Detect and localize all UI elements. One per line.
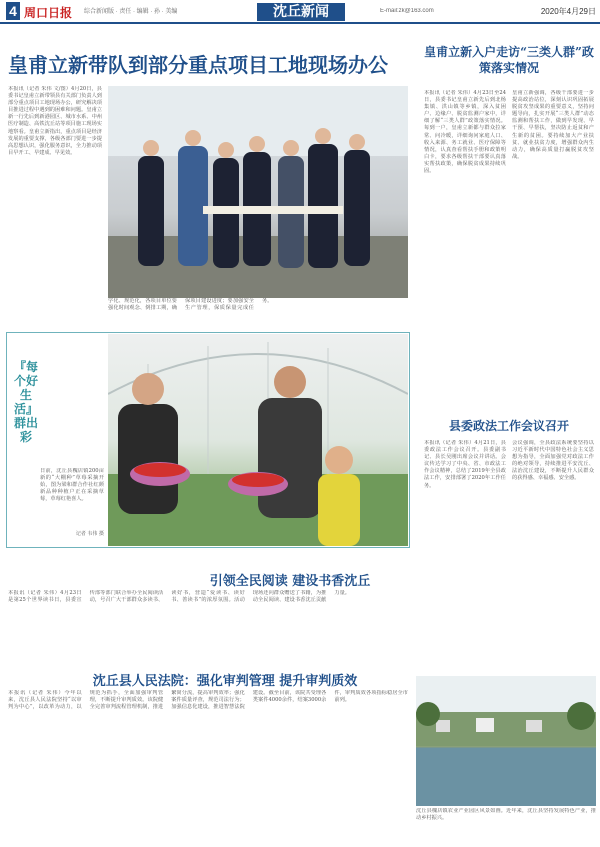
village-illustration [416, 676, 596, 806]
header-divider [0, 22, 600, 24]
section-title: 沈丘新闻 [257, 3, 345, 21]
article2-col-a: 本报讯（记者 朱伟）4月23日至24日，县委书记皇甫立新先后到北杨集镇、洪山镇等乡镇，深入贫困户、边缘户、脱贫监测户家中，详细了解“三类人群”政策落实情况。每到一户，皇甫立新都与群众拉家常、问冷暖，详细询问家庭人口、收入来源、务工就业、医疗保障等情况，认真查看帮扶手册和政策明白卡，要求各级帮扶干部要认真落实帮扶政策，确保脱贫成果持续巩固。 [424, 90, 506, 175]
article3-col-a: 本报讯（记者 朱伟）4月21日，县委政法工作会议召开。县委副书记、县长吴刚出席会议并讲话。会议传达学习了中央、省、市政法工作会议精神，总结了2019年全县政法工作，安排部署了2020年工作任务。 [424, 440, 506, 489]
page-number: 4 [6, 2, 20, 20]
header-email: E-mail:zk@163.com [380, 8, 434, 14]
article5-body: 本报讯（记者 朱伟）今年以来，沈丘县人民法院坚持“以审判为中心”，以改革为动力，以规范为抓手，全面加强审判管理，不断提升审判质效。该院健全完善审判流程管理机制，推进繁简分流，提高审判效率；强化案件质量评查，规范司法行为；加强信息化建设，推进智慧法院建设。截至目前，该院共受理各类案件4000余件，结案3000余件，审判质效各项指标稳居全市前列。 [8, 690, 408, 711]
village-photo [416, 676, 596, 806]
officials-illustration [108, 86, 408, 298]
article2-col-b: 皇甫立新强调，各级干部要进一步提高政治站位，深刻认识巩固拓展脱贫攻坚成果的重要意义，坚持问题导向，扎实开展“三类人群”动态监测和帮扶工作，做到早发现、早干预、早帮扶，坚决防止返贫和产生新的贫困。要持续加大产业扶贫、就业扶贫力度，增强群众内生动力，确保高质量打赢脱贫攻坚战。 [512, 90, 594, 160]
greenhouse-illustration [108, 334, 408, 546]
article1-body-bottom: 学化、规范化，各项目单位要强化时间观念、倒排工期，确保项目建设进度；要加强安全生产管理，保质保量完成任务。 [108, 298, 273, 312]
strawberry-photo [108, 334, 408, 546]
article3-col-b: 会议强调，全县政法系统要坚持以习近平新时代中国特色社会主义思想为指导，全面加强党对政法工作的绝对领导，持续推进平安沈丘、法治沈丘建设，不断提升人民群众的获得感、幸福感、安全感。 [512, 440, 594, 482]
article1-photo [108, 86, 408, 298]
newspaper-logo: 周口日报 [24, 6, 73, 20]
slogan-text: 『每个好生活』群出彩 [14, 360, 38, 444]
header-date: 2020年4月29日 [540, 7, 596, 16]
header-subtitle: 综合新闻版 · 责任 · 编辑 · 孙 · 美编 [84, 9, 178, 15]
strawberry-credit: 记者 韦伟 摄 [75, 531, 104, 537]
article2-headline: 皇甫立新入户走访“三类人群”政策落实情况 [424, 45, 594, 75]
article1-headline: 皇甫立新带队到部分重点项目工地现场办公 [8, 53, 388, 77]
article4-headline: 引领全民阅读 建设书香沈丘 [209, 574, 371, 589]
article1-body: 本报讯（记者 朱伟 文/图）4月20日，县委书记皇甫立新带领县有关部门负责人到部分重点项目工地现场办公，研究解决项目推进过程中遇到的困难和问题。皇甫立新一行先后到新港园区、城市水系、中州医疗制造、高铁沈丘站等项目施工现场实地察看。皇甫立新指出，重点项目是经济发展的重要支撑，各级各部门要进一步提高思想认识，强化服务意识，全力推动项目早开工、早建成、早见效。 [8, 86, 102, 156]
article5-headline: 沈丘县人民法院：强化审判管理 提升审判质效 [92, 674, 358, 689]
strawberry-caption: 日前，沈丘县槐店镇200亩新的“大棚种”草莓采摘开始，图为梁和群合作社红颜新品种种植户正在采摘草莓，草莓红艳喜人。 [40, 468, 104, 503]
article3-headline: 县委政法工作会议召开 [448, 419, 569, 433]
article4-body: 本报讯（记者 朱伟）4月23日是第25个世界读书日，县委宣传部等部门联合举办全民阅读活动，号召广大干部群众多读书、读好书，营造“爱读书、读好书、善读书”的浓厚氛围。活动现场还向群众赠送了书籍，为推动全民阅读、建设书香沈丘贡献力量。 [8, 590, 350, 604]
village-caption: 沈丘县槐店镇农业产业园区风景如画。近年来，沈丘县坚持发展特色产业，推动乡村振兴。 [416, 808, 596, 822]
